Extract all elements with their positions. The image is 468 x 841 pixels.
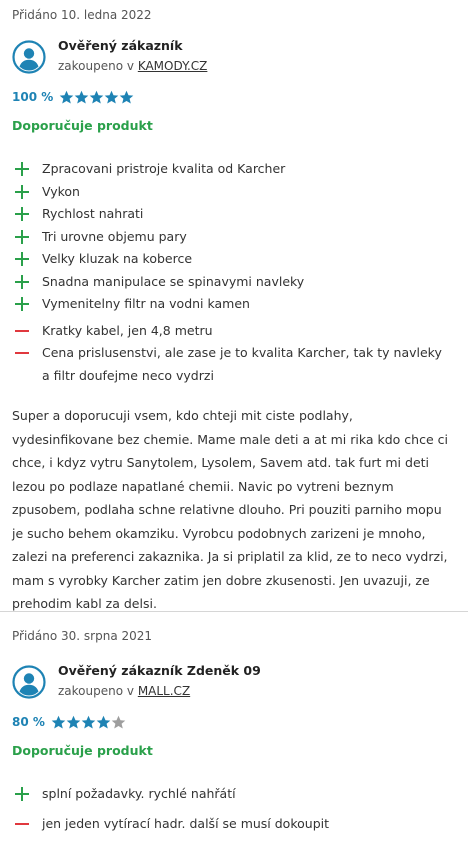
- shop-link[interactable]: MALL.CZ: [137, 684, 191, 698]
- pro-item: [12, 158, 456, 181]
- star-icon: [81, 715, 96, 730]
- pros-list: [12, 158, 456, 316]
- review-text: Super a doporucuji vsem, kdo chteji mit ciste podlahy, vydesinfikovane bez chemie. Mame male deti a at mi rika kdo chce ci chce, i kdyz vytru Sanytolem, Lysolem, Savem atd. tak furt mi deti lezou po podlaze napatlané chemii. Navic po vytreni beznym zpusobem, podlaha schne relativne dlouho. Pri pouziti parniho mopu je sucho behem okamziku. Vyrobcu podobnych zarizeni je mnoho, zalezi na preferenci zakaznika. Ja si priplatil za klid, ze to neco vydrzi, mam s vyrobky Karcher zatim jen dobre zkusenosti. Jen uvazuji, ze prehodim kabl za delsi.: [12, 408, 448, 611]
- user-avatar-icon: [12, 665, 46, 699]
- author-name: Ověřený zákazník: [58, 38, 183, 53]
- minus-icon: [12, 342, 32, 365]
- purchase-prefix: zakoupeno v: [58, 684, 138, 698]
- star-icon: [59, 90, 74, 105]
- pro-text: Tri urovne objemu pary: [42, 228, 187, 244]
- pro-item: [12, 271, 456, 294]
- plus-icon: [12, 181, 32, 204]
- star-icon: [96, 715, 111, 730]
- pro-item: [12, 181, 456, 204]
- purchase-info: [58, 58, 207, 74]
- con-text: Cena prislusenstvi, ale zase je to kvalita Karcher, tak ty navleky a filtr doufejme neco vydrzi: [42, 345, 442, 383]
- plus-icon: [12, 158, 32, 181]
- star-icon: [66, 715, 81, 730]
- cons-list: [12, 813, 456, 836]
- review-author: [12, 38, 456, 74]
- con-item: [12, 813, 456, 836]
- star-icon: [104, 90, 119, 105]
- rating-percent: 100 %: [12, 90, 54, 104]
- pro-text: Velky kluzak na koberce: [42, 251, 193, 266]
- plus-icon: [12, 271, 32, 294]
- plus-icon: [12, 293, 32, 316]
- review-author: [12, 663, 456, 699]
- pro-text: Vykon: [42, 183, 80, 199]
- star-rating: [59, 90, 134, 105]
- pro-item: [12, 783, 456, 806]
- shop-link[interactable]: KAMODY.CZ: [137, 59, 208, 73]
- purchase-prefix: zakoupeno v: [58, 59, 138, 73]
- con-text: Kratky kabel, jen 4,8 metru: [42, 322, 213, 338]
- con-text: jen jeden vytírací hadr. další se musí dokoupit: [42, 815, 329, 831]
- con-item: [12, 320, 456, 343]
- rating: [12, 88, 456, 106]
- recommend-label: Doporučuje produkt: [12, 118, 153, 133]
- pro-text: Vymenitelny filtr na vodni kamen: [42, 296, 250, 311]
- pro-item: [12, 248, 456, 271]
- pro-text: Rychlost nahrati: [42, 206, 144, 221]
- pro-text: Zpracovani pristroje kvalita od Karcher: [42, 161, 286, 176]
- recommend-label: Doporučuje produkt: [12, 743, 153, 758]
- star-icon: [111, 715, 126, 730]
- pro-text: Snadna manipulace se spinavymi navleky: [42, 273, 305, 289]
- pro-text: splní požadavky. rychlé nahřátí: [42, 786, 236, 801]
- star-icon: [119, 90, 134, 105]
- minus-icon: [12, 320, 32, 343]
- user-avatar-icon: [12, 40, 46, 74]
- pro-item: [12, 203, 456, 226]
- con-item: [12, 342, 456, 387]
- star-icon: [51, 715, 66, 730]
- purchase-info: [58, 683, 261, 699]
- pros-list: [12, 783, 456, 806]
- review-date: Přidáno 10. ledna 2022: [12, 8, 152, 22]
- plus-icon: [12, 203, 32, 226]
- cons-list: [12, 320, 456, 388]
- minus-icon: [12, 813, 32, 836]
- review: [0, 611, 468, 841]
- star-icon: [74, 90, 89, 105]
- plus-icon: [12, 226, 32, 249]
- pro-item: [12, 293, 456, 316]
- author-name: Ověřený zákazník Zdeněk 09: [58, 663, 261, 678]
- pro-item: [12, 226, 456, 249]
- star-rating: [51, 715, 126, 730]
- rating: [12, 713, 456, 731]
- rating-percent: 80 %: [12, 715, 45, 729]
- plus-icon: [12, 783, 32, 806]
- review-date: Přidáno 30. srpna 2021: [12, 629, 153, 643]
- star-icon: [89, 90, 104, 105]
- plus-icon: [12, 248, 32, 271]
